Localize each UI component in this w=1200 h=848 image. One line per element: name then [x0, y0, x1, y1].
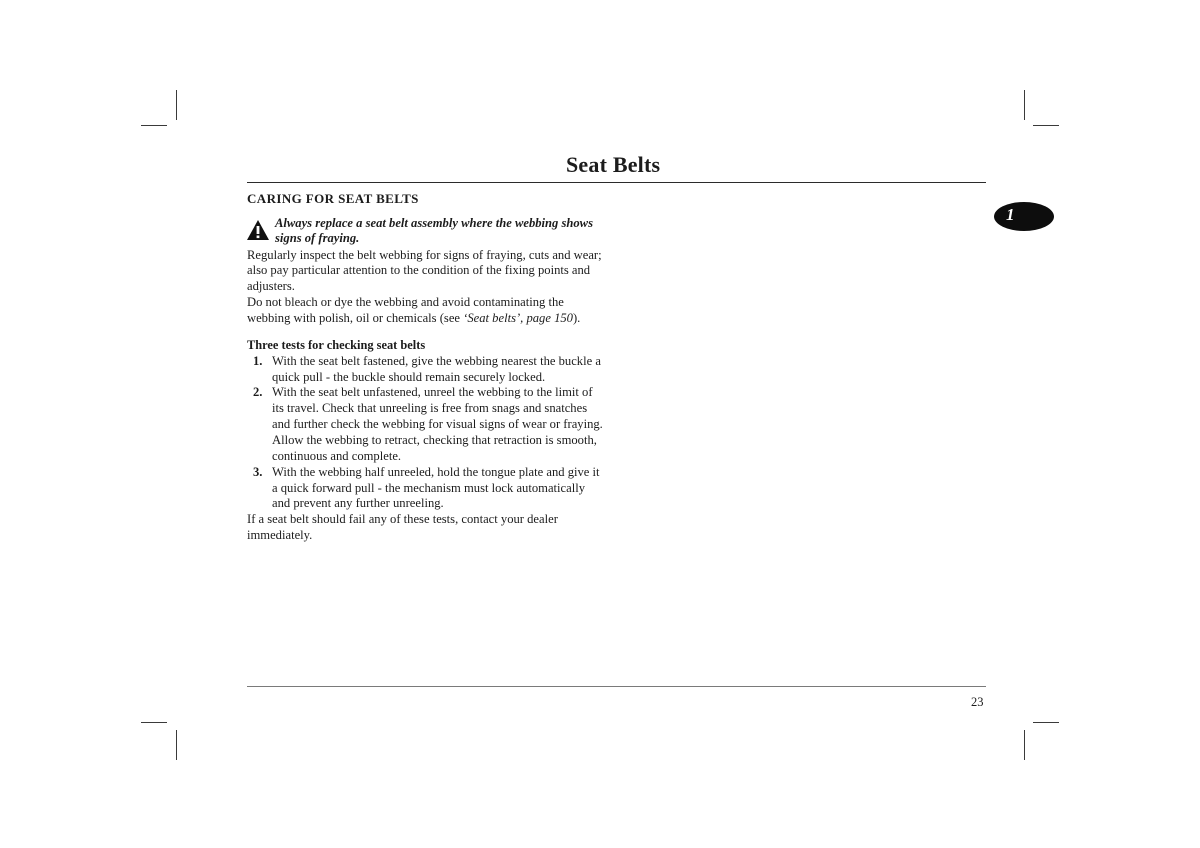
paragraph-bleach-close: ).: [572, 310, 581, 325]
cross-reference-link[interactable]: ‘Seat belts’, page 150: [463, 310, 573, 325]
crop-mark: [1024, 730, 1025, 760]
list-text: With the webbing half unreeled, hold the tongue plate and give it a quick forward pull - the mechanism must lock automatically and prevent any further unreeling.: [272, 464, 600, 511]
header-rule: [247, 182, 986, 183]
footer-rule: [247, 686, 986, 687]
tests-heading: Three tests for checking seat belts: [247, 338, 426, 353]
section-heading: CARING FOR SEAT BELTS: [247, 191, 419, 206]
warning-block: [247, 216, 603, 248]
list-number: 3.: [253, 464, 263, 479]
chapter-tab: [994, 202, 1054, 231]
warning-text: Always replace a seat belt assembly where the webbing shows signs of fraying.: [275, 215, 593, 246]
paragraph-bleach-text: Do not bleach or dye the webbing and avoid contaminating the webbing with polish, oil or chemicals (see: [247, 294, 564, 325]
list-number: 2.: [253, 385, 263, 400]
crop-mark: [1033, 722, 1059, 723]
list-item: [247, 465, 603, 512]
crop-mark: [1033, 125, 1059, 126]
chapter-number: 1: [1006, 205, 1015, 224]
tests-list: [247, 354, 603, 512]
warning-triangle-icon: [247, 220, 269, 240]
paragraph-bleach: [247, 295, 603, 326]
crop-mark: [176, 730, 177, 760]
page-number: 23: [971, 695, 984, 709]
list-number: 1.: [253, 353, 263, 368]
list-text-continued: Allow the webbing to retract, checking that retraction is smooth, continuous and complete.: [272, 433, 597, 464]
crop-mark: [141, 125, 167, 126]
paragraph-closing: If a seat belt should fail any of these tests, contact your dealer immediately.: [247, 511, 558, 542]
list-text: With the seat belt fastened, give the webbing nearest the buckle a quick pull - the buckle should remain securely locked.: [272, 353, 601, 384]
list-item: [247, 354, 603, 385]
crop-mark: [176, 90, 177, 120]
list-item: [247, 385, 603, 465]
page-title: Seat Belts: [566, 152, 661, 177]
content-column: [247, 191, 603, 543]
list-text: With the seat belt unfastened, unreel the webbing to the limit of its travel. Check that unreeling is free from snags and snatches and further check the webbing for visual signs of wear or fraying.: [272, 385, 603, 431]
crop-mark: [1024, 90, 1025, 120]
crop-mark: [141, 722, 167, 723]
paragraph-inspect: Regularly inspect the belt webbing for signs of fraying, cuts and wear; also pay particular attention to the condition of the fixing points and adjusters.: [247, 247, 602, 294]
